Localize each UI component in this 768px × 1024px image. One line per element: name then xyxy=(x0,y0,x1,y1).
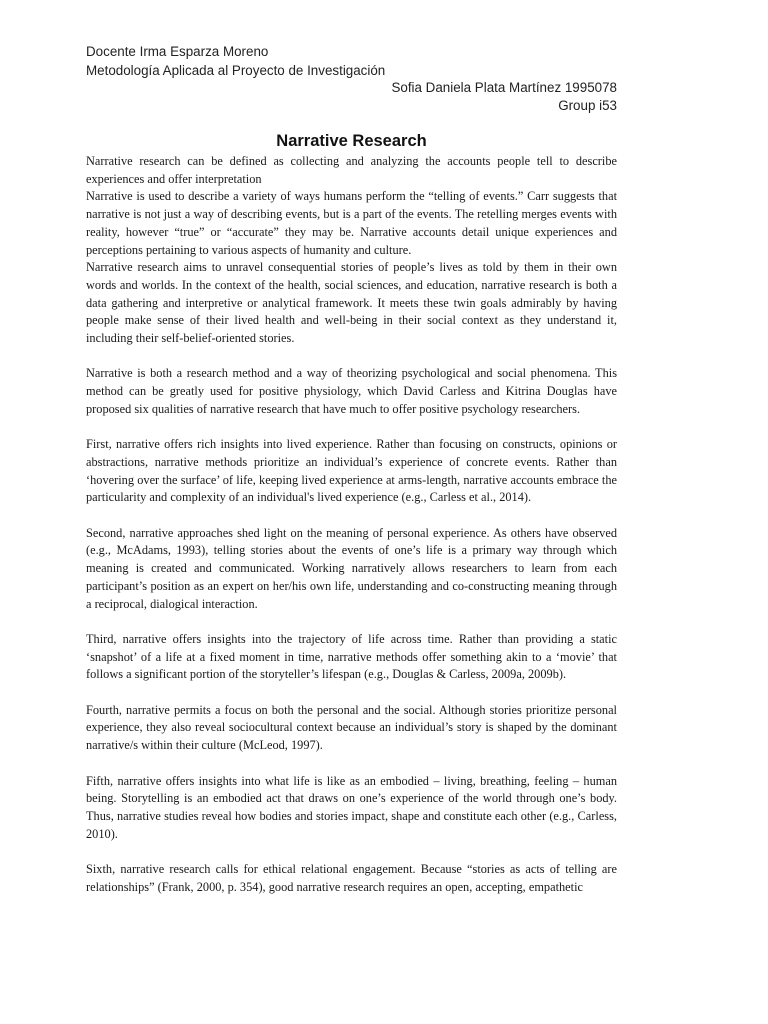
paragraph-method: Narrative is both a research method and a way of theorizing psychological and social phenomena. This method can be greatly used for positive physiology, which David Carless and Kitrina Douglas have proposed six qualities of narrative research that have much to offer positive psychology researchers. xyxy=(86,366,617,416)
paragraph-fifth: Fifth, narrative offers insights into what life is like as an embodied – living, breathing, feeling – human being. Storytelling is an embodied act that draws on one’s experience of the world through one’s body. Thus, narrative studies reveal how bodies and stories impact, shape and constitute each other (e.g., Carless, 2010). xyxy=(86,773,617,841)
paragraph-aims: Narrative research aims to unravel consequential stories of people’s lives as told by them in their own words and worlds. In the context of the health, social sciences, and education, narrative research is both a data gathering and interpretive or analytical framework. It meets these twin goals admirably by having people make sense of their lived health and well-being in their social context as they understand it, including their self-belief-oriented stories. xyxy=(86,260,617,346)
teacher-name: Docente Irma Esparza Moreno xyxy=(86,44,269,59)
paragraph-definition: Narrative research can be defined as collecting and analyzing the accounts people tell to describe experiences and offer interpretation xyxy=(86,154,617,186)
course-name: Metodología Aplicada al Proyecto de Investigación xyxy=(86,63,386,78)
header-left xyxy=(86,42,385,80)
group-label: Group i53 xyxy=(558,98,617,113)
header-right xyxy=(391,79,617,115)
paragraph-second: Second, narrative approaches shed light on the meaning of personal experience. As others have observed (e.g., McAdams, 1993), telling stories about the events of one’s life is a primary way through which meaning is created and communicated. Working narratively allows researchers to learn from each participant’s position as an expert on her/his own life, understanding and co-constructing meaning through a reciprocal, dialogical interaction. xyxy=(86,525,617,611)
paragraph-telling-events: Narrative is used to describe a variety of ways humans perform the “telling of events.” Carr suggests that narrative is not just a way of describing events, but is a part of the events. The retelling merges events with reality, however “true” or “accurate” they may be. Narrative accounts detail unique experiences and perceptions pertaining to various aspects of humanity and culture. xyxy=(86,189,617,257)
paragraph-first: First, narrative offers rich insights into lived experience. Rather than focusing on constructs, opinions or abstractions, narrative methods prioritize an individual’s experience of concrete events. Rather than ‘hovering over the surface’ of life, keeping lived experience at arms-length, narrative accounts embrace the particularity and complexity of an individual's lived experience (e.g., Carless et al., 2014). xyxy=(86,437,617,505)
student-name: Sofia Daniela Plata Martínez 1995078 xyxy=(391,80,617,95)
paragraph-third: Third, narrative offers insights into the trajectory of life across time. Rather than providing a static ‘snapshot’ of a life at a fixed moment in time, narrative methods offer something akin to a ‘movie’ that follows a significant portion of the storyteller’s lifespan (e.g., Douglas & Carless, 2009a, 2009b). xyxy=(86,631,617,682)
document-body xyxy=(86,153,617,896)
document-title: Narrative Research xyxy=(276,132,427,150)
paragraph-sixth: Sixth, narrative research calls for ethical relational engagement. Because “stories as acts of telling are relationships” (Frank, 2000, p. 354), good narrative research requires an open, accepting, empathetic xyxy=(86,862,617,894)
paragraph-fourth: Fourth, narrative permits a focus on both the personal and the social. Although stories prioritize personal experience, they also reveal sociocultural context because an individual’s story is shaped by the dominant narrative/s within their culture (McLeod, 1997). xyxy=(86,702,617,753)
